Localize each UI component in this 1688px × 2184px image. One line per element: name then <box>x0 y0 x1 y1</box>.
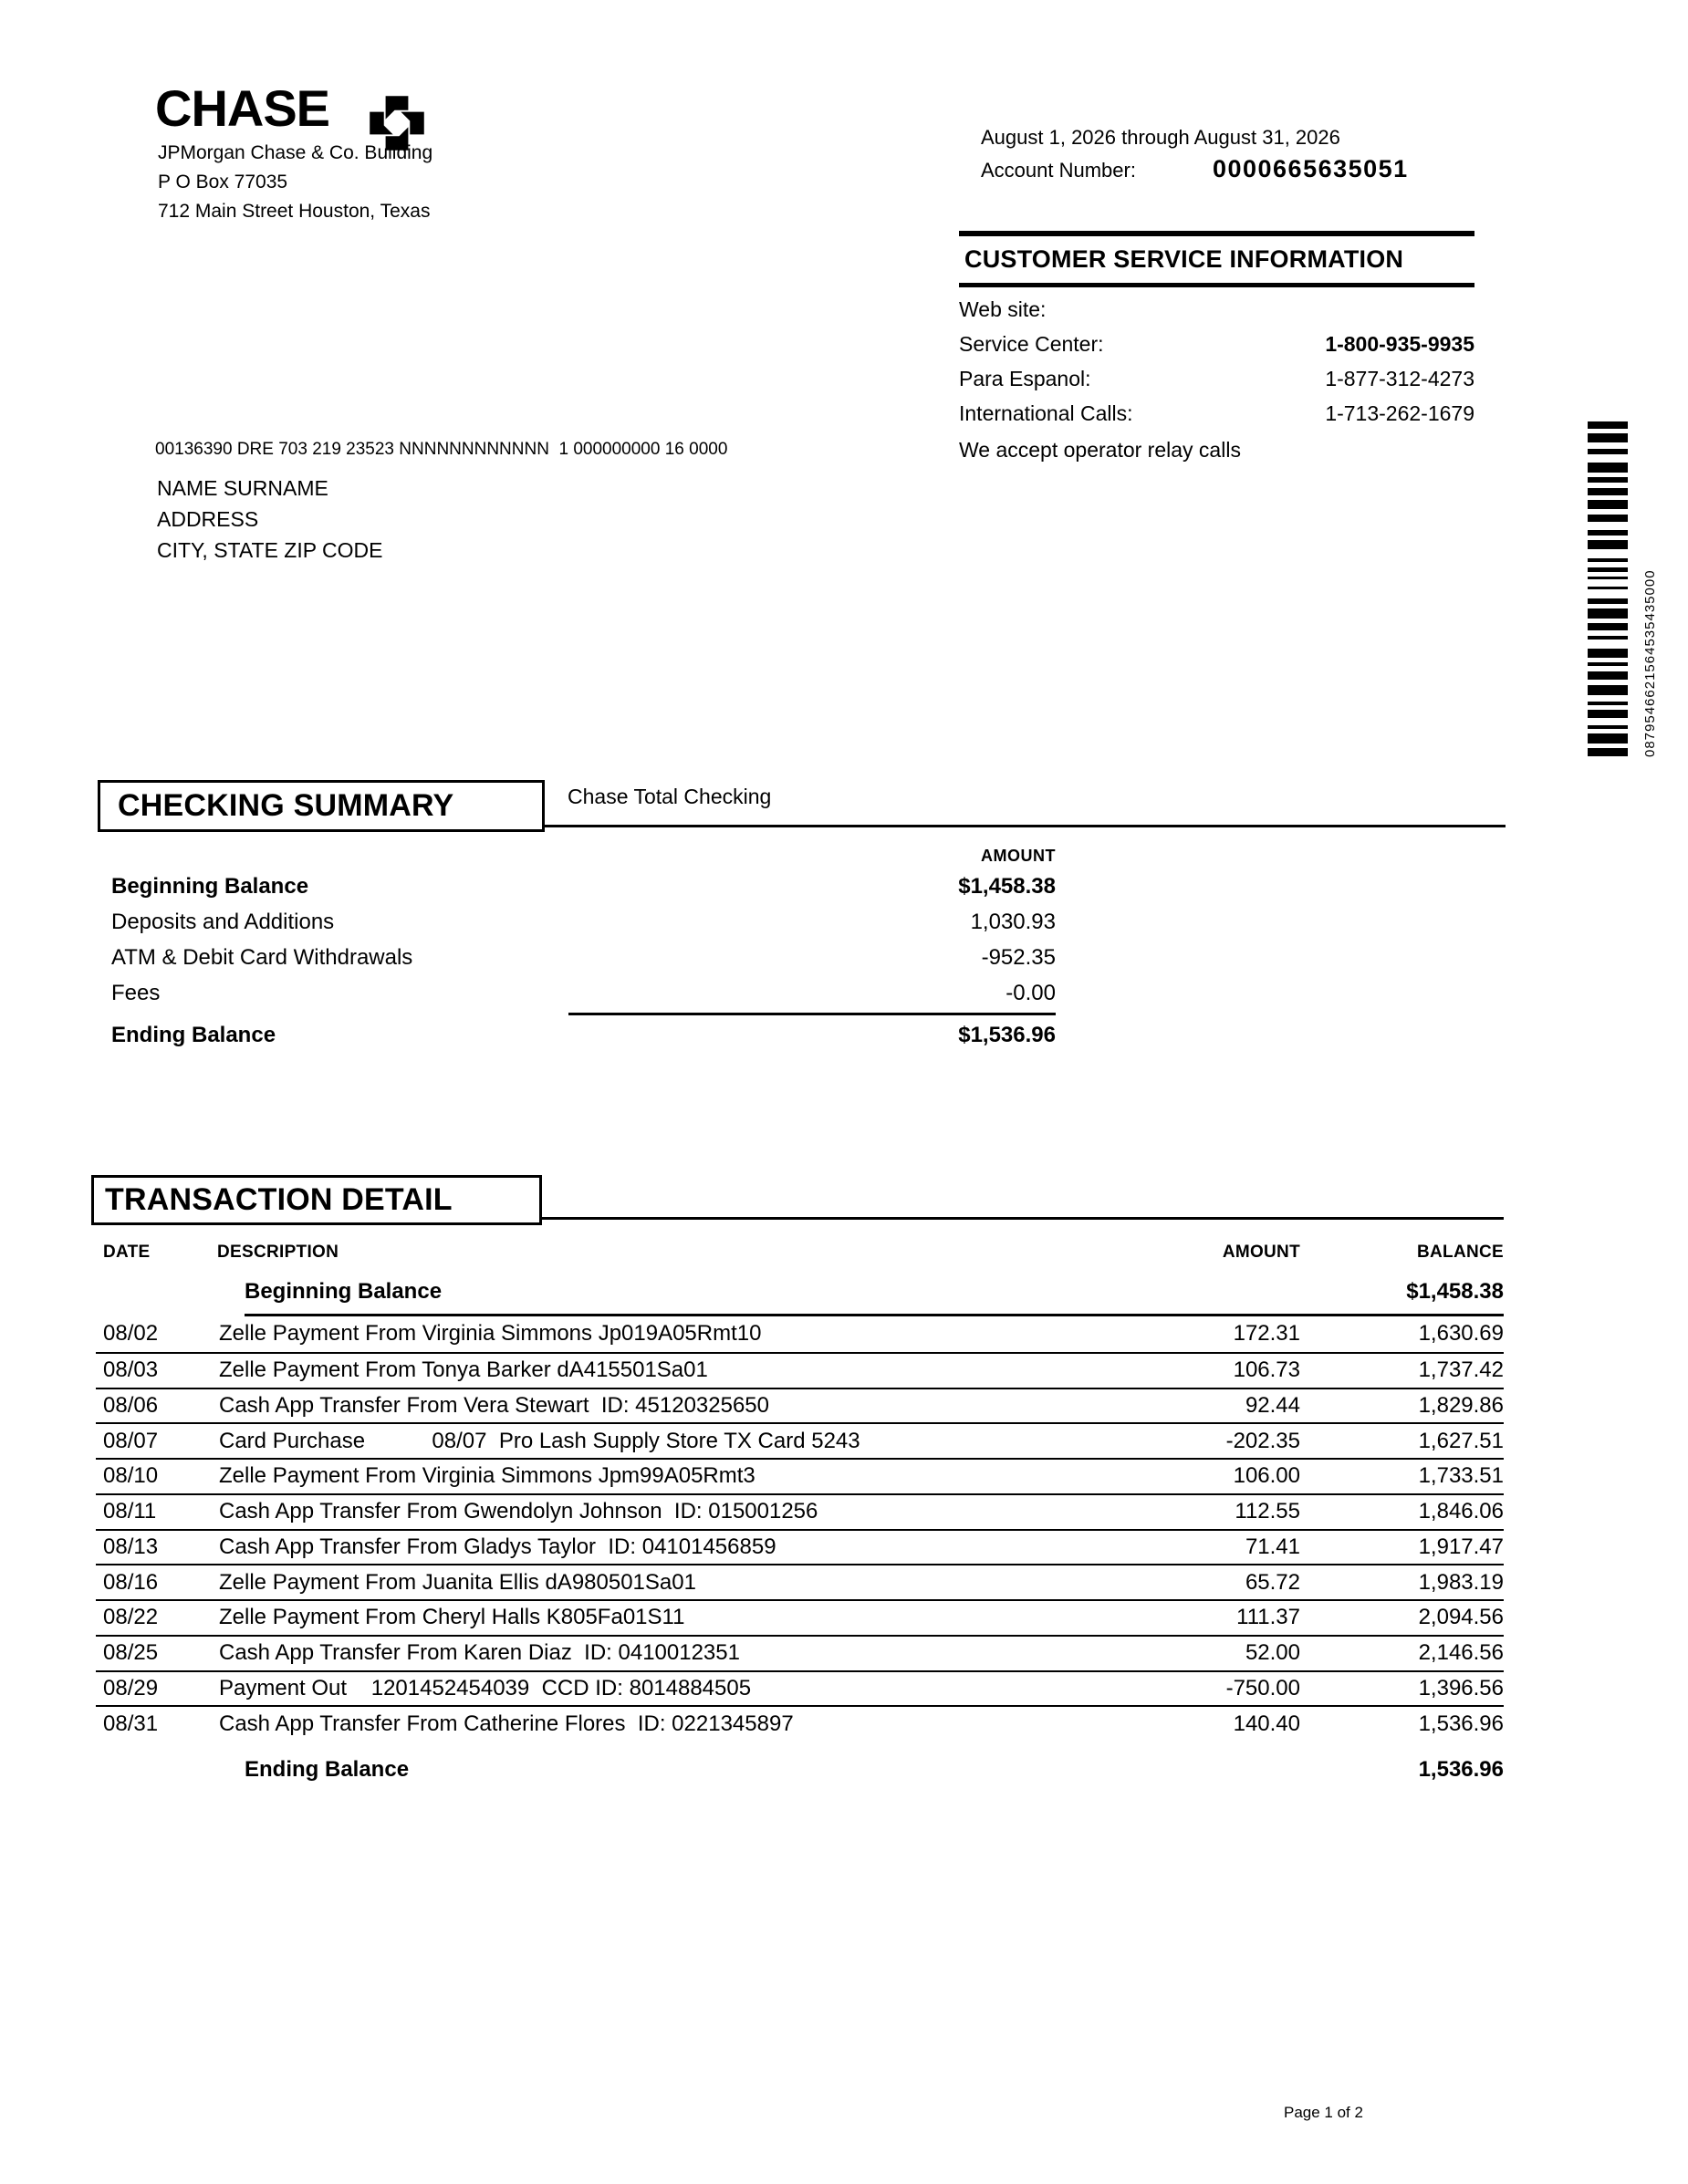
summary-amount: 1,030.93 <box>970 909 1056 934</box>
table-row <box>96 1670 1504 1706</box>
summary-amount-header: AMOUNT <box>981 847 1056 865</box>
summary-row <box>98 975 1056 1011</box>
recipient-address-line: ADDRESS <box>157 507 259 531</box>
transaction-balance: 1,630.69 <box>1418 1321 1504 1347</box>
summary-row <box>98 940 1056 975</box>
summary-underline <box>545 825 1506 827</box>
table-row <box>96 1458 1504 1493</box>
summary-row <box>98 1017 1056 1053</box>
transaction-date: 08/06 <box>103 1392 159 1418</box>
transaction-date: 08/10 <box>103 1463 159 1489</box>
mail-routing-line: 00136390 DRE 703 219 23523 NNNNNNNNNNNN 1 000000000 16 0000 <box>155 440 728 459</box>
transaction-description: Cash App Transfer From Vera Stewart ID: 45120325650 <box>219 1392 769 1418</box>
table-row <box>96 1493 1504 1529</box>
transaction-description: Card Purchase 08/07 Pro Lash Supply Store TX Card 5243 <box>219 1428 860 1453</box>
ending-balance-row <box>96 1753 1504 1786</box>
bank-address-line: P O Box 77035 <box>158 172 288 192</box>
table-header-row <box>96 1241 1504 1264</box>
date-column-header: DATE <box>103 1243 151 1262</box>
transaction-balance: 1,917.47 <box>1418 1534 1504 1559</box>
recipient-address <box>157 473 383 566</box>
international-calls-phone: 1-713-262-1679 <box>1325 401 1474 425</box>
transaction-amount: 111.37 <box>1236 1605 1300 1630</box>
balance-column-header: BALANCE <box>1417 1243 1504 1262</box>
summary-amount: $1,536.96 <box>958 1022 1056 1047</box>
summary-amount: $1,458.38 <box>958 873 1056 899</box>
table-row <box>96 1388 1504 1423</box>
transaction-balance: 1,396.56 <box>1418 1675 1504 1700</box>
transaction-description: Zelle Payment From Cheryl Halls K805Fa01S11 <box>219 1605 685 1630</box>
customer-service-rows <box>959 297 1474 436</box>
divider-bar <box>959 231 1474 236</box>
table-row <box>96 1705 1504 1741</box>
service-center-label: Service Center: <box>959 332 1104 356</box>
transaction-date: 08/11 <box>103 1499 157 1524</box>
summary-label: Deposits and Additions <box>111 909 335 934</box>
transaction-date: 08/13 <box>103 1534 159 1559</box>
transaction-amount: 106.73 <box>1233 1357 1300 1383</box>
summary-amount: -0.00 <box>1006 980 1056 1005</box>
bank-address-line: 712 Main Street Houston, Texas <box>158 201 431 222</box>
table-row <box>96 1599 1504 1635</box>
transaction-date: 08/29 <box>103 1675 159 1700</box>
bank-address <box>158 139 432 226</box>
transaction-description: Zelle Payment From Virginia Simmons Jpm99A05Rmt3 <box>219 1463 755 1489</box>
transaction-amount: 112.55 <box>1235 1499 1300 1524</box>
table-row <box>96 1352 1504 1388</box>
table-row <box>96 1529 1504 1565</box>
web-site-label: Web site: <box>959 297 1047 321</box>
summary-total-line <box>568 1013 1056 1015</box>
customer-service-row <box>959 297 1474 332</box>
customer-service-row <box>959 401 1474 436</box>
summary-amount: -952.35 <box>981 944 1056 970</box>
transaction-balance: 1,536.96 <box>1418 1711 1504 1736</box>
transaction-balance: 1,627.51 <box>1418 1428 1504 1453</box>
transaction-amount: 71.41 <box>1245 1534 1300 1559</box>
transaction-amount: 106.00 <box>1233 1463 1300 1489</box>
transaction-amount: 65.72 <box>1245 1569 1300 1595</box>
transaction-date: 08/03 <box>103 1357 159 1383</box>
account-number-label: Account Number: <box>981 159 1136 182</box>
transaction-detail-underline <box>539 1217 1504 1220</box>
ending-balance-label: Ending Balance <box>245 1757 410 1782</box>
ending-balance-value: 1,536.96 <box>1418 1757 1504 1782</box>
transaction-description: Cash App Transfer From Catherine Flores ID: 0221345897 <box>219 1711 794 1736</box>
summary-label: Beginning Balance <box>111 873 309 899</box>
service-center-phone: 1-800-935-9935 <box>1325 332 1474 356</box>
summary-label: Ending Balance <box>111 1022 276 1047</box>
transaction-description: Zelle Payment From Tonya Barker dA415501Sa01 <box>219 1357 708 1383</box>
barcode-bars <box>1588 421 1628 763</box>
para-espanol-phone: 1-877-312-4273 <box>1325 367 1474 390</box>
transaction-date: 08/25 <box>103 1640 159 1666</box>
transaction-amount: -750.00 <box>1225 1675 1300 1700</box>
bank-address-line: JPMorgan Chase & Co. Building <box>158 142 433 163</box>
transaction-detail-title: TRANSACTION DETAIL <box>105 1182 453 1217</box>
chase-logo-text: CHASE <box>155 79 330 137</box>
transaction-balance: 1,829.86 <box>1418 1392 1504 1418</box>
international-calls-label: International Calls: <box>959 401 1133 425</box>
checking-summary-title: CHECKING SUMMARY <box>118 788 454 823</box>
transaction-date: 08/02 <box>103 1321 159 1347</box>
transaction-date: 08/22 <box>103 1605 159 1630</box>
transaction-description: Payment Out 1201452454039 CCD ID: 8014884505 <box>219 1675 752 1700</box>
transaction-balance: 2,146.56 <box>1418 1640 1504 1666</box>
customer-service-title: CUSTOMER SERVICE INFORMATION <box>964 245 1404 273</box>
transaction-date: 08/31 <box>103 1711 159 1736</box>
transaction-balance: 1,737.42 <box>1418 1357 1504 1383</box>
account-type-label: Chase Total Checking <box>568 785 772 808</box>
page-indicator: Page 1 of 2 <box>1284 2104 1363 2121</box>
transaction-balance: 1,733.51 <box>1418 1463 1504 1489</box>
table-row <box>96 1422 1504 1458</box>
table-row <box>96 1635 1504 1670</box>
customer-service-row <box>959 332 1474 367</box>
checking-summary-table <box>98 868 1056 1053</box>
transaction-description: Cash App Transfer From Gwendolyn Johnson ID: 015001256 <box>219 1499 818 1524</box>
para-espanol-label: Para Espanol: <box>959 367 1091 390</box>
table-row <box>96 1564 1504 1599</box>
transaction-amount: -202.35 <box>1225 1428 1300 1453</box>
statement-period: August 1, 2026 through August 31, 2026 <box>981 126 1340 149</box>
transaction-date: 08/16 <box>103 1569 159 1595</box>
beginning-balance-label: Beginning Balance <box>245 1279 443 1304</box>
transaction-date: 08/07 <box>103 1428 159 1453</box>
barcode-number: 0879546621564535435000 <box>1642 569 1658 757</box>
summary-label: Fees <box>111 980 161 1005</box>
transaction-table <box>96 1241 1504 1786</box>
summary-label: ATM & Debit Card Withdrawals <box>111 944 413 970</box>
amount-column-header: AMOUNT <box>1222 1243 1300 1262</box>
relay-calls-note: We accept operator relay calls <box>959 438 1241 462</box>
recipient-name: NAME SURNAME <box>157 476 328 500</box>
customer-service-row <box>959 367 1474 401</box>
table-row <box>96 1316 1504 1352</box>
transaction-amount: 140.40 <box>1233 1711 1300 1736</box>
beginning-balance-value: $1,458.38 <box>1406 1279 1504 1304</box>
transaction-detail-title-box <box>91 1175 542 1225</box>
transaction-balance: 2,094.56 <box>1418 1605 1504 1630</box>
transaction-balance: 1,846.06 <box>1418 1499 1504 1524</box>
recipient-city-line: CITY, STATE ZIP CODE <box>157 538 383 562</box>
transaction-amount: 92.44 <box>1245 1392 1300 1418</box>
transaction-description: Cash App Transfer From Karen Diaz ID: 0410012351 <box>219 1640 740 1666</box>
summary-row <box>98 868 1056 904</box>
transaction-description: Zelle Payment From Virginia Simmons Jp019A05Rmt10 <box>219 1321 762 1347</box>
customer-service-box <box>959 231 1474 463</box>
checking-summary-title-box <box>98 780 545 832</box>
beginning-balance-row <box>96 1275 1504 1308</box>
transaction-amount: 52.00 <box>1245 1640 1300 1666</box>
summary-row <box>98 904 1056 940</box>
divider-bar <box>959 283 1474 287</box>
transaction-description: Zelle Payment From Juanita Ellis dA980501Sa01 <box>219 1569 696 1595</box>
transaction-amount: 172.31 <box>1233 1321 1300 1347</box>
transaction-balance: 1,983.19 <box>1418 1569 1504 1595</box>
account-number-value: 0000665635051 <box>1212 155 1409 182</box>
description-column-header: DESCRIPTION <box>217 1243 339 1262</box>
account-number-row <box>981 155 1409 183</box>
transaction-description: Cash App Transfer From Gladys Taylor ID: 04101456859 <box>219 1534 776 1559</box>
